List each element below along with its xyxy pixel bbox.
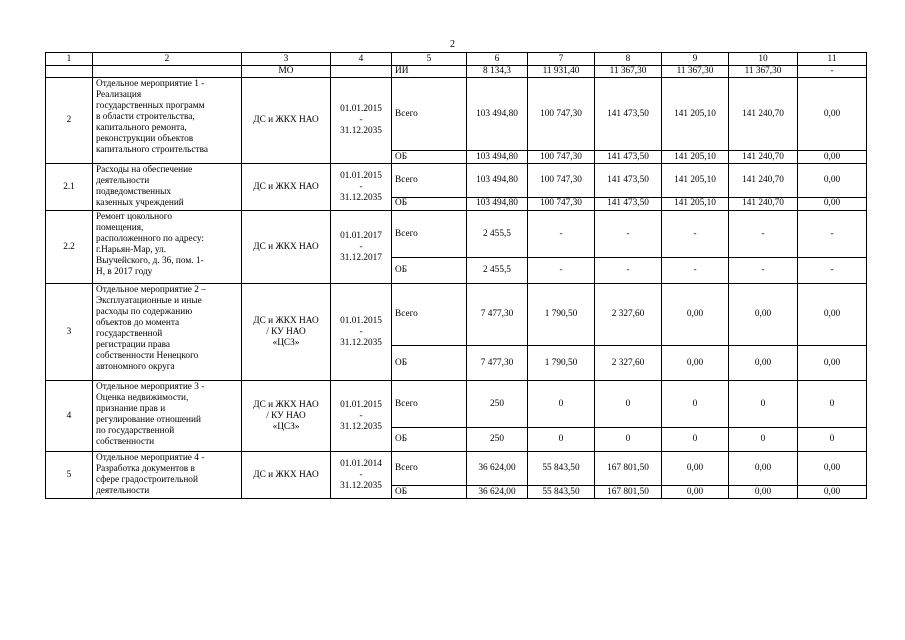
value-cell: 141 240,70: [729, 151, 798, 164]
value-cell: -: [595, 211, 662, 258]
value-cell: 0: [595, 428, 662, 452]
value-cell: 1 790,50: [528, 346, 595, 381]
funding-source-cell: ОБ: [392, 151, 467, 164]
owner-cell: ДС и ЖКХ НАО: [242, 164, 331, 211]
table-row: [46, 164, 867, 198]
value-cell: 100 747,30: [528, 197, 595, 210]
value-cell: 103 494,80: [467, 197, 528, 210]
value-cell: 55 843,50: [528, 452, 595, 486]
value-cell: 0: [798, 381, 867, 428]
value-cell: 1 790,50: [528, 284, 595, 346]
column-number: 9: [662, 53, 729, 66]
activity-name-cell: [93, 66, 242, 78]
row-number-cell: 5: [46, 452, 93, 499]
owner-cell: ДС и ЖКХ НАО / КУ НАО «ЦСЗ»: [242, 381, 331, 452]
table-row: [46, 284, 867, 346]
value-cell: 0: [729, 381, 798, 428]
value-cell: 0,00: [662, 452, 729, 486]
funding-source-cell: Всего: [392, 164, 467, 198]
funding-source-cell: Всего: [392, 381, 467, 428]
value-cell: 7 477,30: [467, 346, 528, 381]
column-number: 11: [798, 53, 867, 66]
value-cell: 141 205,10: [662, 197, 729, 210]
owner-cell: ДС и ЖКХ НАО: [242, 211, 331, 284]
value-cell: 141 205,10: [662, 78, 729, 151]
value-cell: 0,00: [662, 486, 729, 499]
funding-source-cell: ОБ: [392, 428, 467, 452]
column-number: 1: [46, 53, 93, 66]
owner-cell: ДС и ЖКХ НАО / КУ НАО «ЦСЗ»: [242, 284, 331, 381]
value-cell: -: [662, 211, 729, 258]
column-number-row: [46, 53, 867, 66]
table-row: [46, 381, 867, 428]
page-number: 2: [450, 39, 455, 50]
funding-source-cell: Всего: [392, 78, 467, 151]
value-cell: -: [528, 211, 595, 258]
dates-cell: 01.01.2015 - 31.12.2035: [331, 284, 392, 381]
value-cell: 0,00: [798, 486, 867, 499]
funding-source-cell: ОБ: [392, 346, 467, 381]
funding-source-cell: ОБ: [392, 258, 467, 284]
value-cell: 2 455,5: [467, 211, 528, 258]
value-cell: 0,00: [798, 284, 867, 346]
row-number-cell: 2.1: [46, 164, 93, 211]
funding-source-cell: ИИ: [392, 66, 467, 78]
value-cell: 2 455,5: [467, 258, 528, 284]
value-cell: 141 473,50: [595, 197, 662, 210]
value-cell: 0,00: [798, 151, 867, 164]
owner-cell: МО: [242, 66, 331, 78]
value-cell: 0,00: [798, 78, 867, 151]
value-cell: 8 134,3: [467, 66, 528, 78]
value-cell: 2 327,60: [595, 284, 662, 346]
funding-source-cell: Всего: [392, 211, 467, 258]
column-number: 2: [93, 53, 242, 66]
value-cell: 141 473,50: [595, 78, 662, 151]
value-cell: 250: [467, 381, 528, 428]
value-cell: 0: [595, 381, 662, 428]
value-cell: 0,00: [729, 452, 798, 486]
activity-name-cell: Ремонт цокольного помещения, расположенного по адресу: г.Нарьян-Мар, ул. Выучейского, д. 36, пом. 1- Н, в 2017 году: [93, 211, 242, 284]
value-cell: 55 843,50: [528, 486, 595, 499]
funding-source-cell: ОБ: [392, 197, 467, 210]
value-cell: 0,00: [729, 346, 798, 381]
value-cell: 103 494,80: [467, 78, 528, 151]
value-cell: 141 473,50: [595, 164, 662, 198]
column-number: 5: [392, 53, 467, 66]
value-cell: -: [729, 211, 798, 258]
row-number-cell: 2: [46, 78, 93, 164]
table-row: [46, 78, 867, 151]
value-cell: -: [798, 211, 867, 258]
value-cell: 141 240,70: [729, 197, 798, 210]
value-cell: 103 494,80: [467, 164, 528, 198]
value-cell: 36 624,00: [467, 486, 528, 499]
value-cell: 0,00: [662, 284, 729, 346]
value-cell: 0: [662, 428, 729, 452]
value-cell: 141 205,10: [662, 164, 729, 198]
activity-name-cell: Отдельное мероприятие 3 - Оценка недвижимости, признание прав и регулирование отношений по государственной собственности: [93, 381, 242, 452]
row-number-cell: [46, 66, 93, 78]
column-number: 7: [528, 53, 595, 66]
value-cell: -: [798, 66, 867, 78]
column-number: 3: [242, 53, 331, 66]
row-number-cell: 4: [46, 381, 93, 452]
value-cell: 100 747,30: [528, 151, 595, 164]
column-number: 8: [595, 53, 662, 66]
value-cell: 36 624,00: [467, 452, 528, 486]
value-cell: 141 205,10: [662, 151, 729, 164]
funding-source-cell: ОБ: [392, 486, 467, 499]
funding-source-cell: Всего: [392, 452, 467, 486]
value-cell: 0: [528, 428, 595, 452]
value-cell: 11 931,40: [528, 66, 595, 78]
value-cell: 141 473,50: [595, 151, 662, 164]
value-cell: 0,00: [798, 452, 867, 486]
value-cell: 0: [662, 381, 729, 428]
value-cell: 0,00: [798, 346, 867, 381]
value-cell: 11 367,30: [729, 66, 798, 78]
value-cell: 0,00: [662, 346, 729, 381]
value-cell: -: [595, 258, 662, 284]
value-cell: 0: [729, 428, 798, 452]
column-number: 10: [729, 53, 798, 66]
value-cell: 100 747,30: [528, 78, 595, 151]
funding-source-cell: Всего: [392, 284, 467, 346]
value-cell: -: [528, 258, 595, 284]
value-cell: 2 327,60: [595, 346, 662, 381]
activity-name-cell: Отдельное мероприятие 1 - Реализация государственных программ в области строительства, капитального ремонта, реконструкции объектов капитального строительства: [93, 78, 242, 164]
value-cell: 100 747,30: [528, 164, 595, 198]
value-cell: -: [798, 258, 867, 284]
activity-name-cell: Расходы на обеспечение деятельности подведомственных казенных учреждений: [93, 164, 242, 211]
table-row: [46, 452, 867, 486]
column-number: 6: [467, 53, 528, 66]
dates-cell: 01.01.2017 - 31.12.2017: [331, 211, 392, 284]
dates-cell: 01.01.2015 - 31.12.2035: [331, 381, 392, 452]
value-cell: 250: [467, 428, 528, 452]
value-cell: -: [662, 258, 729, 284]
dates-cell: 01.01.2014 - 31.12.2035: [331, 452, 392, 499]
value-cell: 0,00: [798, 164, 867, 198]
value-cell: 11 367,30: [595, 66, 662, 78]
activity-name-cell: Отдельное мероприятие 4 - Разработка документов в сфере градостроительной деятельности: [93, 452, 242, 499]
column-number: 4: [331, 53, 392, 66]
value-cell: 167 801,50: [595, 452, 662, 486]
mo-row: [46, 66, 867, 78]
value-cell: 167 801,50: [595, 486, 662, 499]
row-number-cell: 3: [46, 284, 93, 381]
owner-cell: ДС и ЖКХ НАО: [242, 452, 331, 499]
dates-cell: 01.01.2015 - 31.12.2035: [331, 78, 392, 164]
value-cell: 11 367,30: [662, 66, 729, 78]
value-cell: 103 494,80: [467, 151, 528, 164]
value-cell: 141 240,70: [729, 78, 798, 151]
row-number-cell: 2.2: [46, 211, 93, 284]
value-cell: 0,00: [798, 197, 867, 210]
dates-cell: [331, 66, 392, 78]
program-table: [45, 52, 867, 499]
value-cell: 0: [528, 381, 595, 428]
activity-name-cell: Отдельное мероприятие 2 – Эксплуатационные и иные расходы по содержанию объектов до момента государственной регистрации права собственности Ненецкого автономного округа: [93, 284, 242, 381]
value-cell: 0: [798, 428, 867, 452]
table-row: [46, 211, 867, 258]
value-cell: 0,00: [729, 486, 798, 499]
value-cell: 141 240,70: [729, 164, 798, 198]
dates-cell: 01.01.2015 - 31.12.2035: [331, 164, 392, 211]
owner-cell: ДС и ЖКХ НАО: [242, 78, 331, 164]
value-cell: 7 477,30: [467, 284, 528, 346]
value-cell: 0,00: [729, 284, 798, 346]
value-cell: -: [729, 258, 798, 284]
